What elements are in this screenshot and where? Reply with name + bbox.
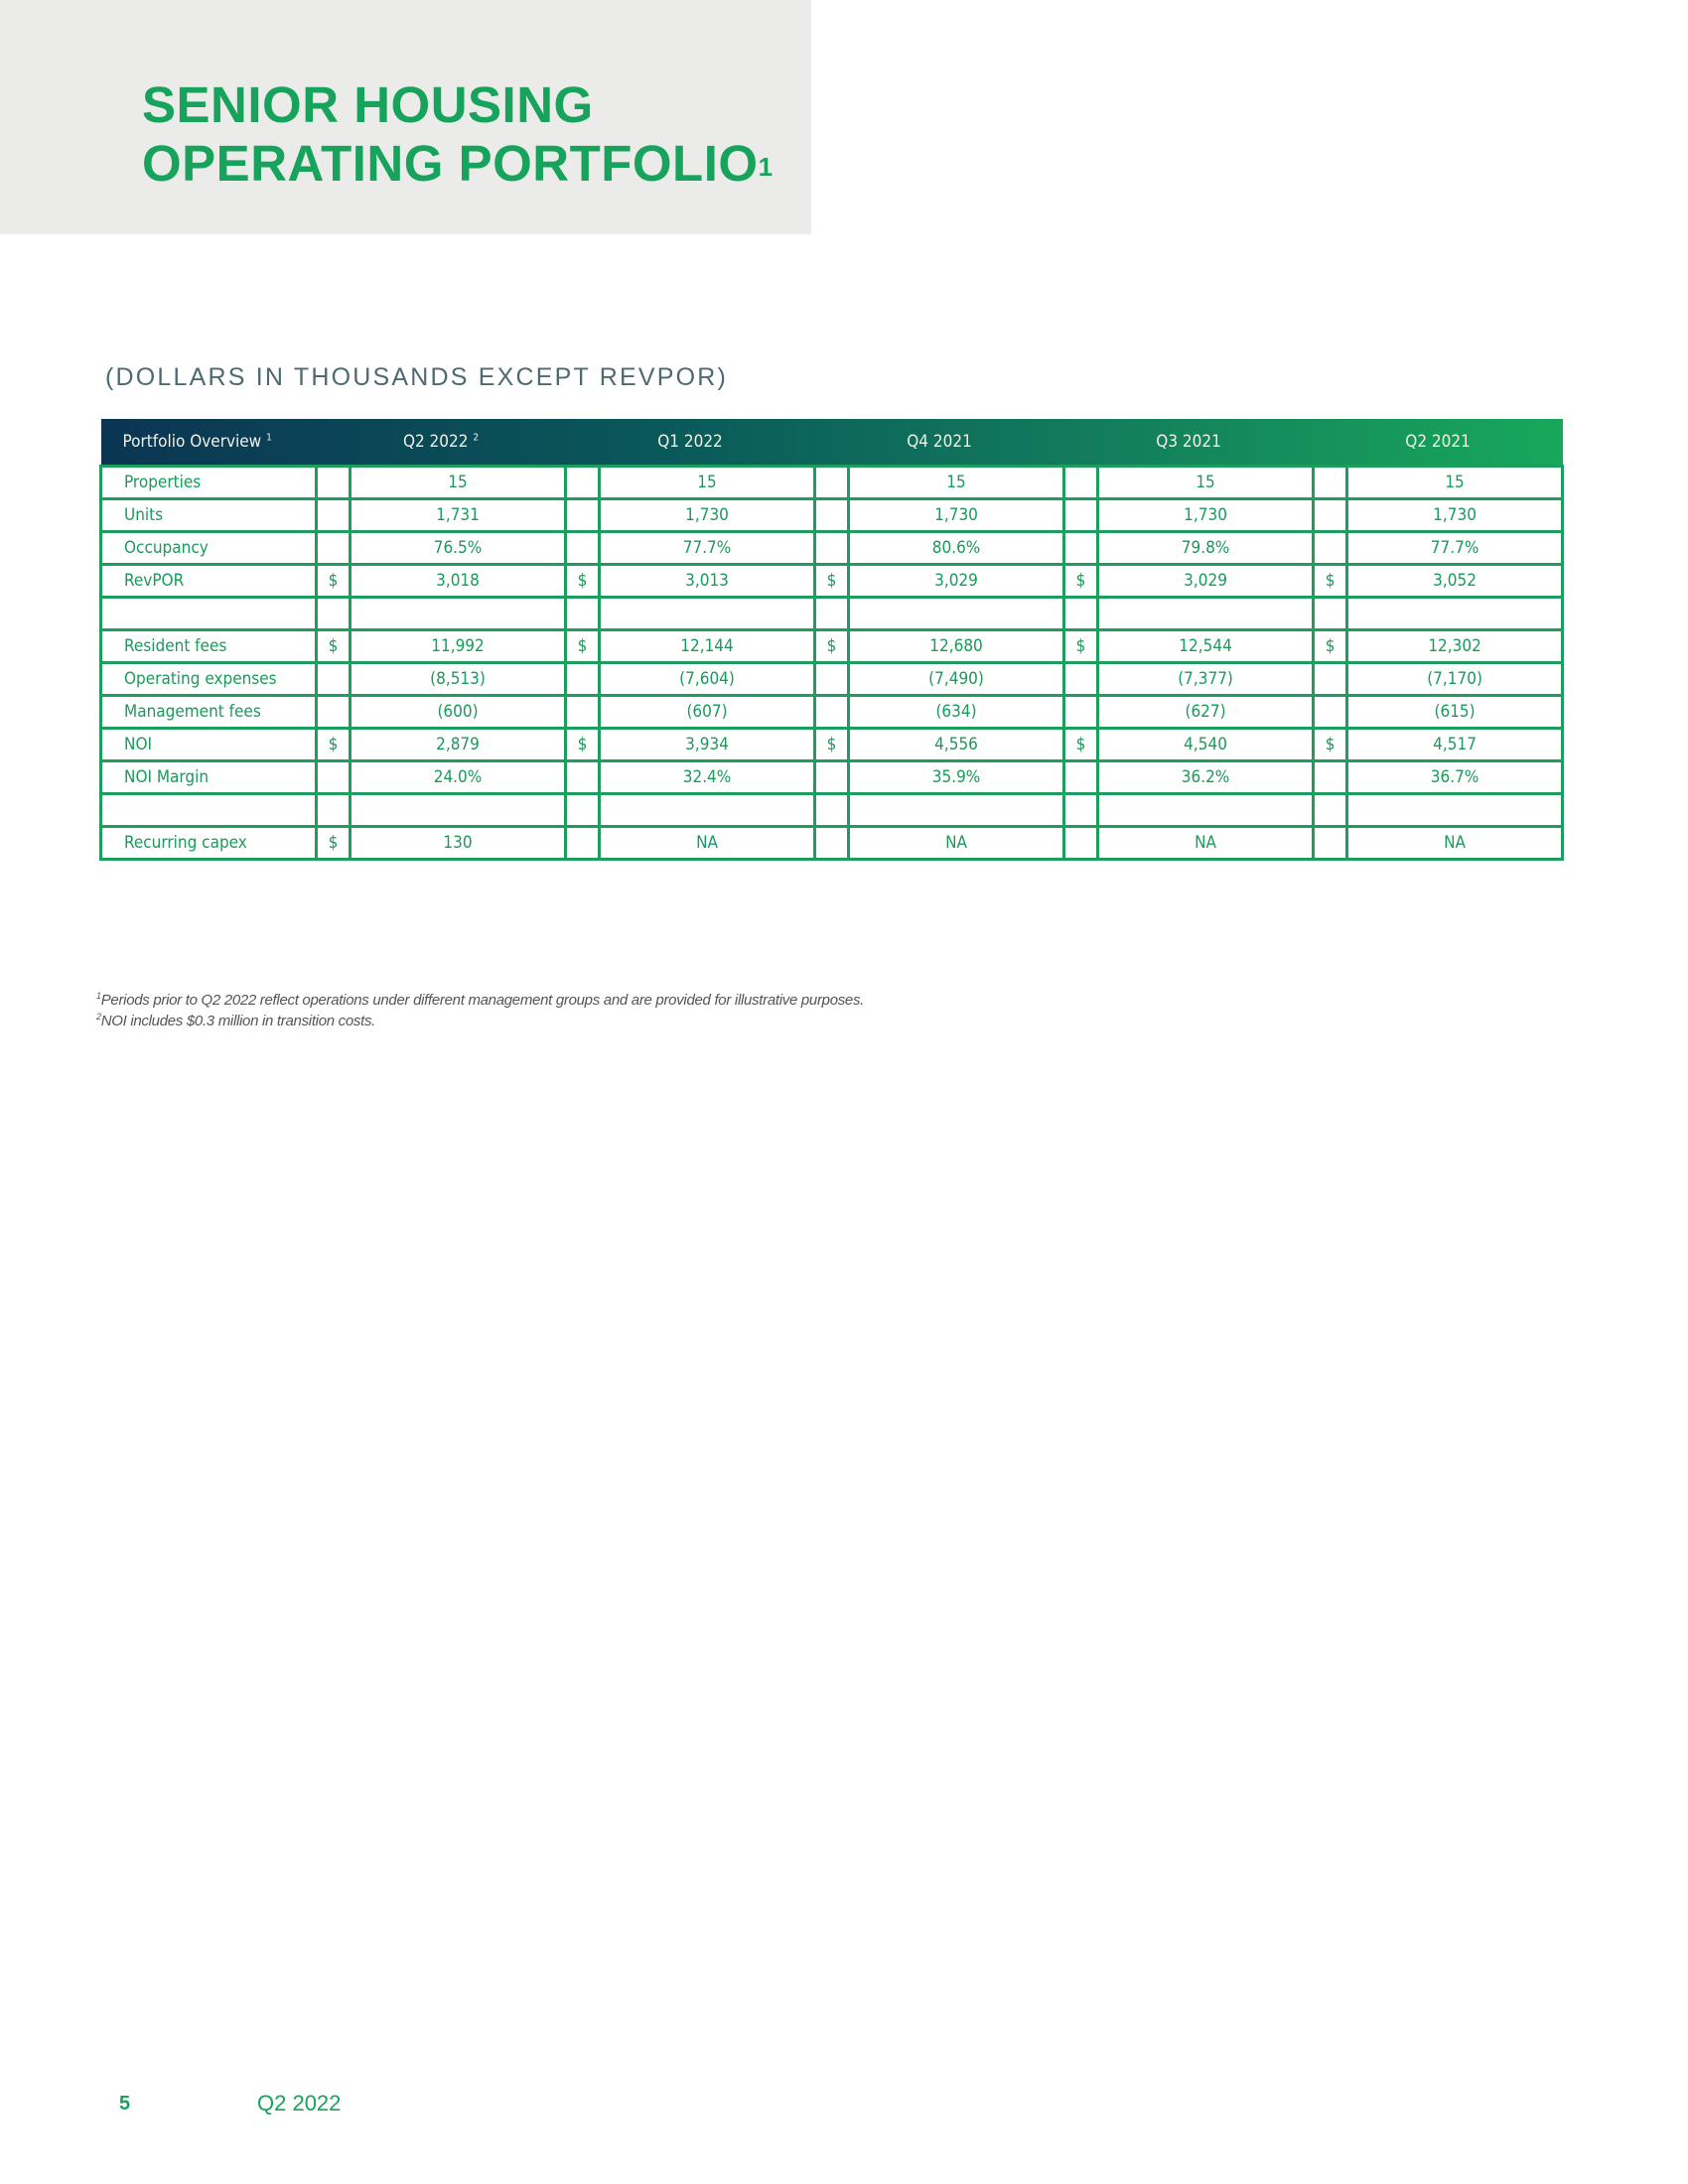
currency-symbol bbox=[566, 793, 600, 826]
cell-value: 11,992 bbox=[351, 629, 566, 662]
column-header-text: Q2 2022 bbox=[402, 431, 469, 452]
cell-value: 3,018 bbox=[351, 564, 566, 597]
footnote-ref: 2 bbox=[473, 432, 480, 444]
table-row bbox=[101, 662, 1563, 695]
table-row bbox=[101, 826, 1563, 859]
title-line-1: SENIOR HOUSING bbox=[142, 76, 594, 133]
currency-symbol: $ bbox=[566, 728, 600, 760]
cell-value: NA bbox=[1098, 826, 1314, 859]
currency-symbol bbox=[566, 597, 600, 629]
cell-value: (607) bbox=[600, 695, 815, 728]
cell-value: 1,731 bbox=[351, 498, 566, 531]
currency-symbol bbox=[1064, 760, 1098, 793]
cell-value: 35.9% bbox=[849, 760, 1064, 793]
spacer-row bbox=[101, 793, 1563, 826]
cell-value: 4,540 bbox=[1098, 728, 1314, 760]
cell-value: 3,029 bbox=[1098, 564, 1314, 597]
currency-symbol bbox=[566, 760, 600, 793]
table-row bbox=[101, 728, 1563, 760]
cell-value: 15 bbox=[351, 466, 566, 498]
table-row bbox=[101, 498, 1563, 531]
cell-value: 12,680 bbox=[849, 629, 1064, 662]
cell-value: 15 bbox=[1347, 466, 1563, 498]
cell-value: 12,544 bbox=[1098, 629, 1314, 662]
column-header-text: Q2 2021 bbox=[1405, 431, 1471, 452]
currency-symbol bbox=[815, 498, 849, 531]
portfolio-table bbox=[99, 419, 1564, 861]
title-footnote-ref: 1 bbox=[758, 152, 774, 182]
cell-value: NA bbox=[1347, 826, 1563, 859]
currency-symbol bbox=[815, 695, 849, 728]
row-label: Occupancy bbox=[101, 531, 317, 564]
currency-symbol: $ bbox=[566, 564, 600, 597]
row-label: Management fees bbox=[101, 695, 317, 728]
currency-symbol bbox=[1314, 466, 1347, 498]
column-header-text: Q1 2022 bbox=[657, 431, 723, 452]
column-header-period bbox=[815, 419, 1064, 466]
currency-symbol bbox=[1314, 662, 1347, 695]
column-header-text: Q4 2021 bbox=[907, 431, 972, 452]
cell-value: 32.4% bbox=[600, 760, 815, 793]
currency-symbol bbox=[1314, 531, 1347, 564]
cell-value: NA bbox=[600, 826, 815, 859]
table-row bbox=[101, 466, 1563, 498]
footnote-2 bbox=[96, 1012, 375, 1029]
cell-value: 130 bbox=[351, 826, 566, 859]
currency-symbol bbox=[815, 793, 849, 826]
cell-value: 15 bbox=[849, 466, 1064, 498]
currency-symbol: $ bbox=[1314, 564, 1347, 597]
currency-symbol: $ bbox=[566, 629, 600, 662]
currency-symbol bbox=[566, 695, 600, 728]
currency-symbol bbox=[566, 826, 600, 859]
row-label: NOI bbox=[101, 728, 317, 760]
cell-value: (615) bbox=[1347, 695, 1563, 728]
column-header-period bbox=[317, 419, 566, 466]
currency-symbol bbox=[1064, 466, 1098, 498]
footnote-text: NOI includes $0.3 million in transition costs. bbox=[100, 1013, 376, 1029]
currency-symbol bbox=[1314, 760, 1347, 793]
column-header-period bbox=[1314, 419, 1563, 466]
cell-value: 1,730 bbox=[1347, 498, 1563, 531]
currency-symbol bbox=[317, 662, 351, 695]
currency-symbol: $ bbox=[317, 629, 351, 662]
cell-value bbox=[600, 597, 815, 629]
cell-value bbox=[1347, 793, 1563, 826]
cell-value: (600) bbox=[351, 695, 566, 728]
currency-symbol bbox=[317, 498, 351, 531]
cell-value: NA bbox=[849, 826, 1064, 859]
cell-value: (627) bbox=[1098, 695, 1314, 728]
currency-symbol: $ bbox=[1064, 629, 1098, 662]
currency-symbol bbox=[1064, 531, 1098, 564]
cell-value: 80.6% bbox=[849, 531, 1064, 564]
footnote-marker: 1 bbox=[96, 991, 101, 1001]
cell-value bbox=[849, 597, 1064, 629]
cell-value bbox=[351, 597, 566, 629]
row-label: Recurring capex bbox=[101, 826, 317, 859]
cell-value bbox=[1347, 597, 1563, 629]
currency-symbol: $ bbox=[317, 728, 351, 760]
cell-value: 77.7% bbox=[1347, 531, 1563, 564]
currency-symbol bbox=[566, 498, 600, 531]
cell-value: 77.7% bbox=[600, 531, 815, 564]
currency-symbol bbox=[317, 597, 351, 629]
table-row bbox=[101, 760, 1563, 793]
currency-symbol bbox=[1314, 597, 1347, 629]
row-label: RevPOR bbox=[101, 564, 317, 597]
cell-value: 36.7% bbox=[1347, 760, 1563, 793]
column-header-period bbox=[1064, 419, 1314, 466]
table-row bbox=[101, 531, 1563, 564]
cell-value: 12,302 bbox=[1347, 629, 1563, 662]
row-label: Units bbox=[101, 498, 317, 531]
row-label: Operating expenses bbox=[101, 662, 317, 695]
footnote-1 bbox=[96, 991, 864, 1009]
page-number: 5 bbox=[119, 2093, 131, 2115]
cell-value: 1,730 bbox=[600, 498, 815, 531]
currency-symbol: $ bbox=[815, 564, 849, 597]
cell-value: 1,730 bbox=[849, 498, 1064, 531]
spacer-row bbox=[101, 597, 1563, 629]
currency-symbol bbox=[815, 760, 849, 793]
page-title bbox=[142, 75, 774, 193]
currency-symbol bbox=[317, 466, 351, 498]
cell-value: 4,556 bbox=[849, 728, 1064, 760]
currency-symbol: $ bbox=[1064, 728, 1098, 760]
cell-value: 3,934 bbox=[600, 728, 815, 760]
currency-symbol bbox=[1064, 662, 1098, 695]
row-label: NOI Margin bbox=[101, 760, 317, 793]
cell-value: 1,730 bbox=[1098, 498, 1314, 531]
title-line-2: OPERATING PORTFOLIO bbox=[142, 135, 759, 192]
currency-symbol bbox=[1064, 498, 1098, 531]
cell-value: 36.2% bbox=[1098, 760, 1314, 793]
cell-value: 15 bbox=[1098, 466, 1314, 498]
currency-symbol bbox=[1064, 597, 1098, 629]
cell-value: (7,604) bbox=[600, 662, 815, 695]
currency-symbol: $ bbox=[1314, 629, 1347, 662]
cell-value bbox=[351, 793, 566, 826]
currency-symbol bbox=[1314, 826, 1347, 859]
cell-value: 3,013 bbox=[600, 564, 815, 597]
footnote-text: Periods prior to Q2 2022 reflect operations under different management groups and are provided for illustrative purposes. bbox=[100, 992, 865, 1009]
currency-symbol: $ bbox=[815, 629, 849, 662]
currency-symbol bbox=[815, 826, 849, 859]
cell-value: 3,029 bbox=[849, 564, 1064, 597]
footer-period: Q2 2022 bbox=[257, 2091, 342, 2116]
cell-value: (7,170) bbox=[1347, 662, 1563, 695]
table-row bbox=[101, 695, 1563, 728]
currency-symbol: $ bbox=[815, 728, 849, 760]
column-header-text: Portfolio Overview bbox=[122, 431, 262, 452]
cell-value: 76.5% bbox=[351, 531, 566, 564]
currency-symbol bbox=[566, 466, 600, 498]
table-header-row bbox=[101, 419, 1563, 466]
cell-value: 3,052 bbox=[1347, 564, 1563, 597]
column-header-label bbox=[101, 419, 317, 466]
cell-value bbox=[1098, 793, 1314, 826]
row-label bbox=[101, 597, 317, 629]
cell-value bbox=[600, 793, 815, 826]
cell-value: (7,490) bbox=[849, 662, 1064, 695]
column-header-period bbox=[566, 419, 815, 466]
cell-value: 15 bbox=[600, 466, 815, 498]
cell-value bbox=[1098, 597, 1314, 629]
currency-symbol bbox=[566, 662, 600, 695]
cell-value bbox=[849, 793, 1064, 826]
currency-symbol bbox=[1064, 695, 1098, 728]
table-row bbox=[101, 564, 1563, 597]
row-label: Resident fees bbox=[101, 629, 317, 662]
currency-symbol bbox=[815, 531, 849, 564]
currency-symbol bbox=[566, 531, 600, 564]
row-label bbox=[101, 793, 317, 826]
cell-value: (7,377) bbox=[1098, 662, 1314, 695]
currency-symbol bbox=[1314, 793, 1347, 826]
cell-value: (634) bbox=[849, 695, 1064, 728]
units-subtitle: (DOLLARS IN THOUSANDS EXCEPT REVPOR) bbox=[105, 363, 729, 391]
cell-value: 24.0% bbox=[351, 760, 566, 793]
currency-symbol bbox=[317, 760, 351, 793]
footnote-marker: 2 bbox=[96, 1012, 101, 1022]
cell-value: 79.8% bbox=[1098, 531, 1314, 564]
cell-value: 2,879 bbox=[351, 728, 566, 760]
currency-symbol: $ bbox=[1064, 564, 1098, 597]
currency-symbol bbox=[1064, 826, 1098, 859]
currency-symbol bbox=[1314, 695, 1347, 728]
cell-value: 12,144 bbox=[600, 629, 815, 662]
currency-symbol: $ bbox=[317, 826, 351, 859]
row-label: Properties bbox=[101, 466, 317, 498]
currency-symbol bbox=[1314, 498, 1347, 531]
currency-symbol: $ bbox=[1314, 728, 1347, 760]
currency-symbol bbox=[317, 531, 351, 564]
column-header-text: Q3 2021 bbox=[1156, 431, 1221, 452]
currency-symbol bbox=[317, 695, 351, 728]
table-row bbox=[101, 629, 1563, 662]
currency-symbol bbox=[815, 597, 849, 629]
cell-value: 4,517 bbox=[1347, 728, 1563, 760]
currency-symbol bbox=[815, 662, 849, 695]
footnote-ref: 1 bbox=[266, 432, 272, 444]
cell-value: (8,513) bbox=[351, 662, 566, 695]
currency-symbol bbox=[317, 793, 351, 826]
currency-symbol bbox=[815, 466, 849, 498]
currency-symbol: $ bbox=[317, 564, 351, 597]
currency-symbol bbox=[1064, 793, 1098, 826]
